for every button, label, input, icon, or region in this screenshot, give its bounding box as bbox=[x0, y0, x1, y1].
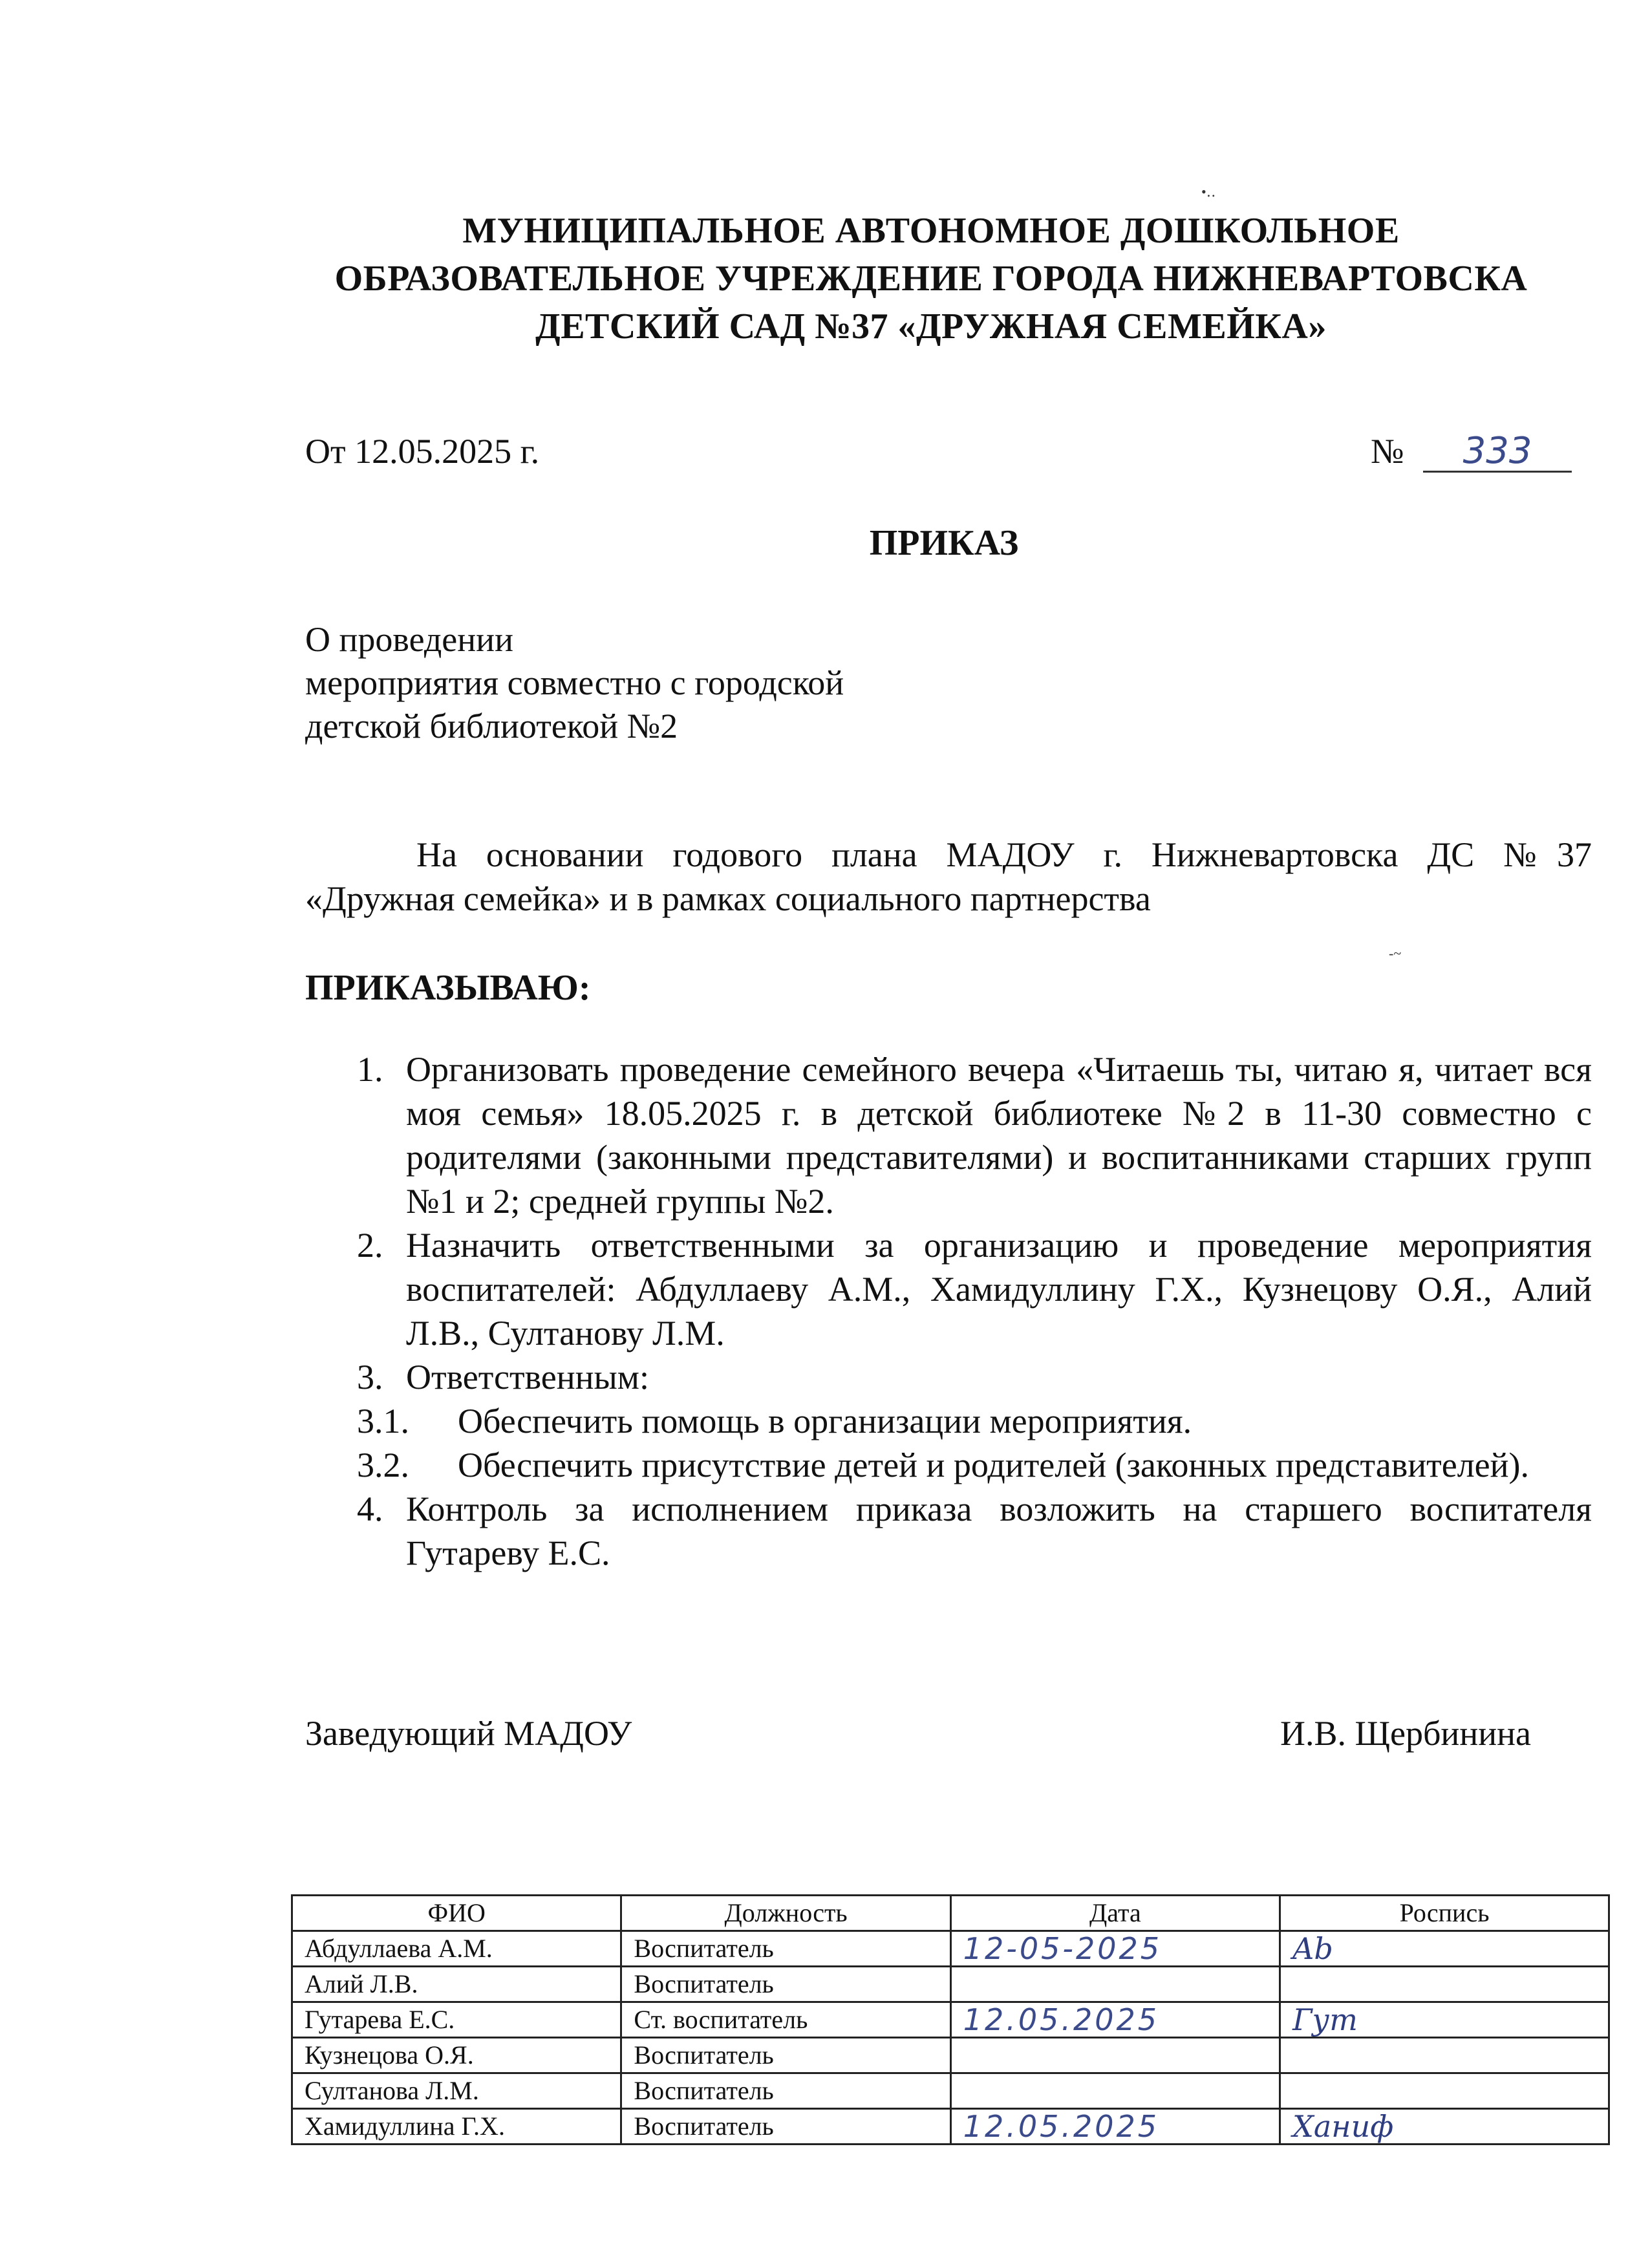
basis-line: На основании годового плана МАДОУ г. Нижневартовска ДС №37 bbox=[416, 835, 1592, 874]
order-item bbox=[305, 1047, 1592, 1223]
institution-header bbox=[194, 207, 1650, 350]
signatory-position: Заведующий МАДОУ bbox=[305, 1714, 632, 1753]
cell-role: Воспитатель bbox=[621, 2038, 950, 2073]
scan-speck: •‥ bbox=[1201, 184, 1216, 200]
item-number: 3.2. bbox=[357, 1446, 409, 1484]
subject-line: О проведении bbox=[305, 620, 513, 659]
item-text: Обеспечить помощь в организации мероприятия. bbox=[458, 1402, 1192, 1440]
table-row bbox=[292, 2038, 1609, 2073]
item-number: 4. bbox=[357, 1490, 383, 1528]
number-handwritten: 333 bbox=[1423, 432, 1572, 473]
cell-name: Алий Л.В. bbox=[292, 1967, 621, 2002]
table-header-row bbox=[292, 1896, 1609, 1931]
item-number: 3.1. bbox=[357, 1402, 409, 1440]
item-text: Организовать проведение семейного вечера «Читаешь ты, читаю я, читает вся моя семья» 18.05.2025 г. в детской библиотеке №2 в 11-30 совместно с родителями (законными представителями) и воспитанниками старших групп №1 и 2; средней группы №2. bbox=[406, 1050, 1592, 1221]
order-item bbox=[305, 1355, 1592, 1399]
column-header: Дата bbox=[950, 1896, 1280, 1931]
order-date: От 12.05.2025 г. bbox=[305, 432, 540, 471]
subject-line: детской библиотекой №2 bbox=[305, 707, 678, 745]
cell-signature: Ab bbox=[1280, 1931, 1609, 1967]
number-sign: № bbox=[1371, 432, 1404, 471]
cell-signature: Ханиф bbox=[1280, 2109, 1609, 2145]
signatory-name: И.В. Щербинина bbox=[1280, 1714, 1531, 1753]
item-text: Контроль за исполнением приказа возложить на старшего воспитателя Гутареву Е.С. bbox=[406, 1490, 1592, 1572]
table-row bbox=[292, 1967, 1609, 2002]
cell-date-handwritten bbox=[950, 2073, 1280, 2109]
cell-role: Воспитатель bbox=[621, 2109, 950, 2145]
item-text: Обеспечить присутствие детей и родителей (законных представителей). bbox=[458, 1446, 1530, 1484]
header-line: МУНИЦИПАЛЬНОЕ АВТОНОМНОЕ ДОШКОЛЬНОЕ bbox=[462, 211, 1400, 251]
order-subitem bbox=[305, 1443, 1592, 1487]
cell-role: Воспитатель bbox=[621, 1967, 950, 2002]
order-subitem bbox=[305, 1399, 1592, 1443]
cell-signature: Гут bbox=[1280, 2002, 1609, 2038]
cell-role: Воспитатель bbox=[621, 1931, 950, 1967]
item-text: Ответственным: bbox=[406, 1358, 649, 1396]
cell-signature bbox=[1280, 1967, 1609, 2002]
cell-date-handwritten bbox=[950, 1967, 1280, 2002]
column-header: ФИО bbox=[292, 1896, 621, 1931]
table-row bbox=[292, 2109, 1609, 2145]
item-text: Назначить ответственными за организацию и проведение мероприятия воспитателей: Абдуллаеву А.М., Хамидуллину Г.Х., Кузнецову О.Я., Алий Л.В., Султанову Л.М. bbox=[406, 1226, 1592, 1353]
acknowledgement-table bbox=[291, 1894, 1610, 2145]
header-line: ДЕТСКИЙ САД №37 «ДРУЖНАЯ СЕМЕЙКА» bbox=[535, 306, 1327, 347]
cell-name: Хамидуллина Г.Х. bbox=[292, 2109, 621, 2145]
cell-date-handwritten: 12.05.2025 bbox=[950, 2109, 1280, 2145]
item-number: 3. bbox=[357, 1358, 383, 1396]
subject-line: мероприятия совместно с городской bbox=[305, 663, 844, 702]
table-row bbox=[292, 1931, 1609, 1967]
order-item bbox=[305, 1223, 1592, 1355]
column-header: Должность bbox=[621, 1896, 950, 1931]
table-row bbox=[292, 2002, 1609, 2038]
cell-date-handwritten: 12.05.2025 bbox=[950, 2002, 1280, 2038]
cell-name: Абдуллаева А.М. bbox=[292, 1931, 621, 1967]
header-line: ОБРАЗОВАТЕЛЬНОЕ УЧРЕЖДЕНИЕ ГОРОДА НИЖНЕВАРТОВСКА bbox=[334, 259, 1528, 299]
cell-signature bbox=[1280, 2038, 1609, 2073]
cell-name: Гутарева Е.С. bbox=[292, 2002, 621, 2038]
order-number bbox=[1371, 429, 1572, 473]
cell-role: Воспитатель bbox=[621, 2073, 950, 2109]
order-word: ПРИКАЗЫВАЮ: bbox=[305, 968, 591, 1008]
table-row bbox=[292, 2073, 1609, 2109]
cell-signature bbox=[1280, 2073, 1609, 2109]
order-item bbox=[305, 1487, 1592, 1575]
order-subject bbox=[305, 618, 844, 748]
order-basis bbox=[305, 833, 1592, 921]
item-number: 1. bbox=[357, 1050, 383, 1089]
cell-name: Кузнецова О.Я. bbox=[292, 2038, 621, 2073]
column-header: Роспись bbox=[1280, 1896, 1609, 1931]
scan-speck: ‐~ bbox=[1389, 945, 1402, 961]
cell-name: Султанова Л.М. bbox=[292, 2073, 621, 2109]
cell-role: Ст. воспитатель bbox=[621, 2002, 950, 2038]
order-items bbox=[305, 1047, 1592, 1575]
item-number: 2. bbox=[357, 1226, 383, 1265]
document-title: ПРИКАЗ bbox=[869, 523, 1019, 563]
basis-line: «Дружная семейка» и в рамках социального партнерства bbox=[305, 879, 1151, 918]
cell-date-handwritten: 12-05-2025 bbox=[950, 1931, 1280, 1967]
cell-date-handwritten bbox=[950, 2038, 1280, 2073]
